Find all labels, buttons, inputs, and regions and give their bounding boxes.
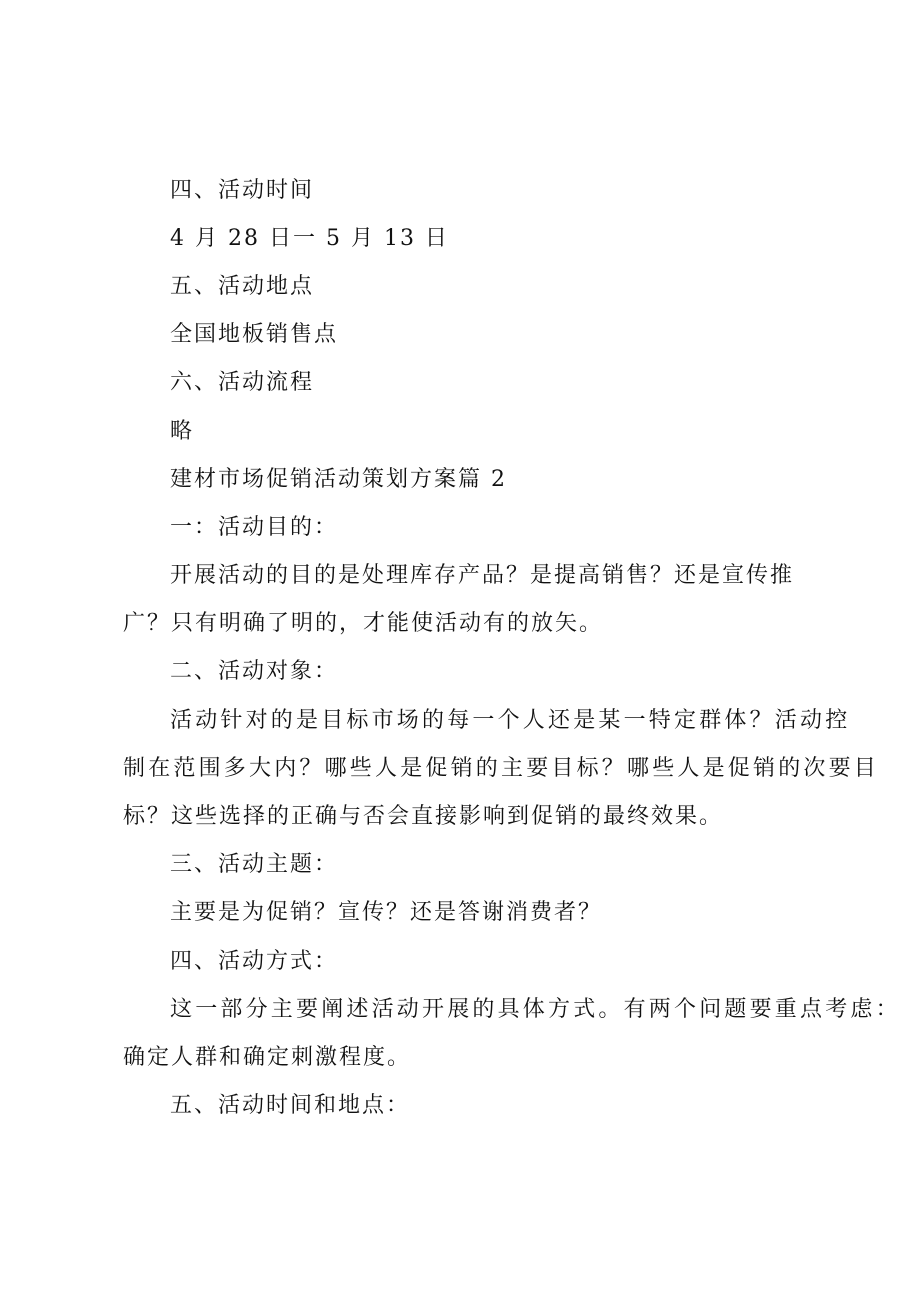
heading-activity-process: 六、活动流程 — [170, 370, 315, 395]
section-title: 建材市场促销活动策划方案篇 2 — [170, 467, 507, 492]
paragraph-method-line-2: 确定人群和确定刺激程度。 — [123, 1045, 412, 1070]
paragraph-target-line-1: 活动针对的是目标市场的每一个人还是某一特定群体？活动控 — [170, 708, 851, 733]
heading-activity-method: 四、活动方式： — [170, 949, 339, 974]
activity-process-value: 略 — [170, 419, 195, 444]
heading-activity-purpose: 一：活动目的： — [170, 515, 339, 540]
paragraph-method-line-1: 这一部分主要阐述活动开展的具体方式。有两个问题要重点考虑： — [170, 997, 901, 1022]
paragraph-purpose-line-1: 开展活动的目的是处理库存产品？是提高销售？还是宣传推 — [170, 563, 795, 588]
paragraph-purpose-line-2: 广？只有明确了明的，才能使活动有的放矢。 — [123, 611, 604, 636]
heading-activity-theme: 三、活动主题： — [170, 852, 339, 877]
paragraph-target-line-2: 制在范围多大内？哪些人是促销的主要目标？哪些人是促销的次要目 — [123, 756, 880, 781]
heading-activity-time: 四、活动时间 — [170, 178, 315, 203]
activity-location-value: 全国地板销售点 — [170, 322, 339, 347]
activity-time-value: 4 月 28 日一 5 月 13 日 — [170, 226, 449, 251]
heading-activity-location: 五、活动地点 — [170, 274, 315, 299]
paragraph-theme: 主要是为促销？宣传？还是答谢消费者？ — [170, 900, 603, 925]
paragraph-target-line-3: 标？这些选择的正确与否会直接影响到促销的最终效果。 — [123, 804, 724, 829]
heading-activity-time-and-location: 五、活动时间和地点： — [170, 1093, 411, 1118]
heading-activity-target: 二、活动对象： — [170, 659, 339, 684]
